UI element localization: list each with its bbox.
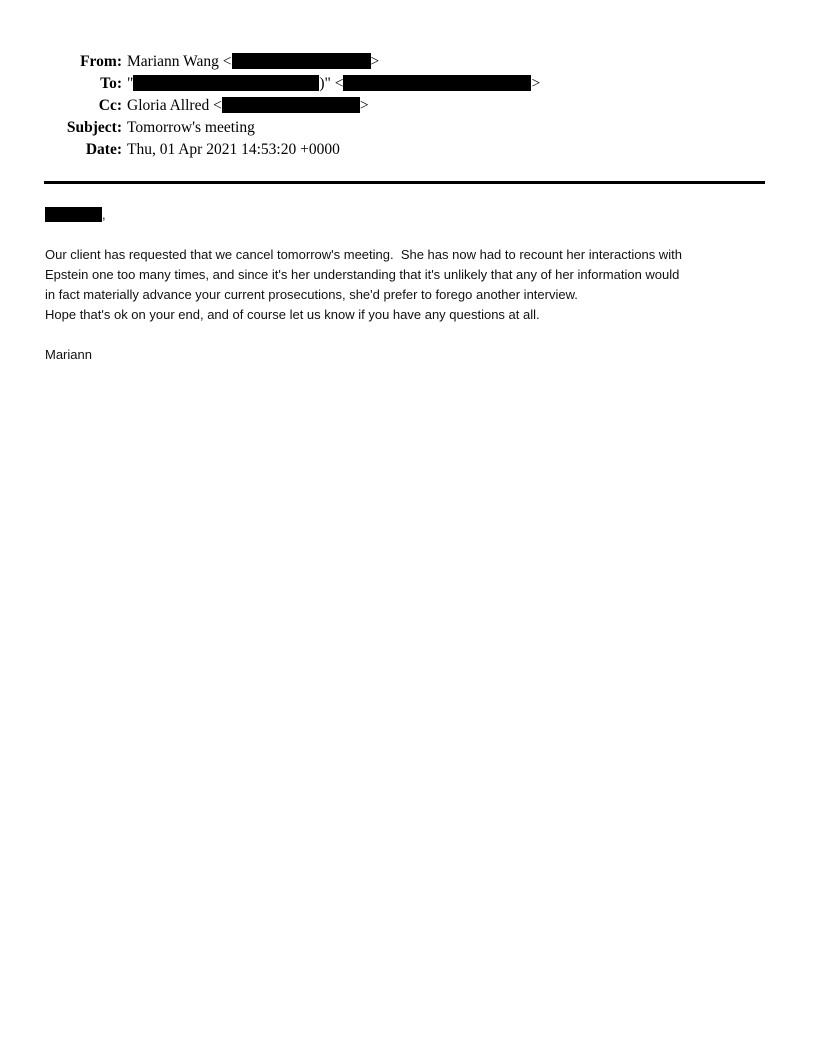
header-row-to — [0, 73, 816, 95]
cc-label: Cc: — [98, 97, 122, 114]
from-sender-name: Mariann Wang < — [127, 53, 232, 70]
salutation-line — [45, 205, 775, 225]
header-row-cc — [0, 95, 816, 117]
date-value: Thu, 01 Apr 2021 14:53:20 +0000 — [127, 141, 340, 158]
blank-line — [45, 225, 775, 245]
date-label: Date: — [85, 141, 122, 158]
header-row-date — [0, 139, 816, 161]
cc-value — [122, 95, 369, 117]
to-quote-close: )" < — [319, 75, 344, 92]
blank-line — [45, 325, 775, 345]
redaction-bar-from-email — [232, 53, 371, 69]
signature: Mariann — [45, 347, 92, 362]
email-body — [45, 205, 775, 365]
header-divider-rule — [44, 181, 765, 184]
paragraph-line: Epstein one too many times, and since it's her understanding that it's unlikely that any of her information would — [45, 267, 680, 282]
from-label: From: — [80, 53, 122, 70]
cc-angle-close: > — [359, 97, 369, 114]
email-header — [0, 0, 816, 161]
header-row-subject — [0, 117, 816, 139]
cc-recipient-name: Gloria Allred < — [127, 97, 222, 114]
subject-value: Tomorrow's meeting — [127, 119, 255, 136]
from-angle-close: > — [370, 53, 380, 70]
redaction-bar-salutation-name — [45, 207, 102, 222]
redaction-bar-to-email — [343, 75, 531, 91]
paragraph-line: Our client has requested that we cancel tomorrow's meeting. She has now had to recount her interactions with — [45, 247, 682, 262]
paragraph-line: in fact materially advance your current prosecutions, she'd prefer to forego another interview. — [45, 287, 578, 302]
from-value — [122, 51, 379, 73]
to-value — [122, 73, 540, 95]
redaction-bar-to-name — [133, 75, 319, 91]
salutation-comma: , — [102, 207, 106, 222]
paragraph-line: Hope that's ok on your end, and of course let us know if you have any questions at all. — [45, 307, 540, 322]
to-quote-open: " — [127, 75, 134, 92]
redaction-bar-cc-email — [222, 97, 360, 113]
to-angle-close: > — [531, 75, 541, 92]
to-label: To: — [100, 75, 122, 92]
subject-label: Subject: — [66, 119, 122, 136]
header-row-from — [0, 51, 816, 73]
